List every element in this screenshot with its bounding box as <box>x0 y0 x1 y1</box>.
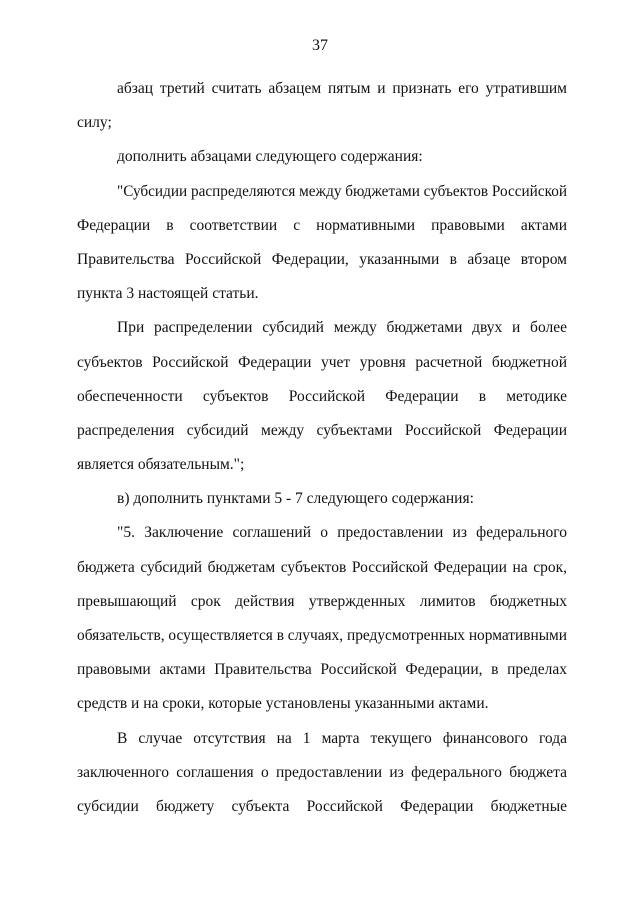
text-line: субсидии бюджету субъекта Российской Федерации бюджетные <box>77 797 567 815</box>
text-line: силу; <box>77 114 112 132</box>
text-line: распределения субсидий между субъектами Российской Федерации <box>77 421 567 439</box>
page-number: 37 <box>312 37 328 54</box>
text-line: средств и на сроки, которые установлены указанными актами. <box>77 695 489 713</box>
text-line: правовыми актами Правительства Российской Федерации, в пределах <box>77 661 567 679</box>
text-line: заключенного соглашения о предоставлении из федерального бюджета <box>77 763 567 781</box>
text-line: дополнить абзацами следующего содержания: <box>117 148 423 166</box>
text-line: "Субсидии распределяются между бюджетами субъектов Российской <box>117 182 567 200</box>
text-line: Правительства Российской Федерации, указанными в абзаце втором <box>77 250 567 268</box>
document-body <box>77 72 567 824</box>
text-line: "5. Заключение соглашений о предоставлении из федерального <box>117 524 567 542</box>
text-line: В случае отсутствия на 1 марта текущего финансового года <box>117 729 567 747</box>
text-line: является обязательным."; <box>77 456 245 474</box>
text-line: абзац третий считать абзацем пятым и признать его утратившим <box>117 80 567 97</box>
text-line: в) дополнить пунктами 5 - 7 следующего содержания: <box>117 490 474 508</box>
text-line: превышающий срок действия утвержденных лимитов бюджетных <box>77 592 567 610</box>
text-line: обязательств, осуществляется в случаях, предусмотренных нормативными <box>77 627 567 644</box>
text-line: субъектов Российской Федерации учет уровня расчетной бюджетной <box>77 353 567 371</box>
text-line: бюджета субсидий бюджетам субъектов Российской Федерации на срок, <box>77 558 567 576</box>
text-line: При распределении субсидий между бюджетами двух и более <box>117 319 567 337</box>
text-line: обеспеченности субъектов Российской Федерации в методике <box>77 387 567 405</box>
text-line: Федерации в соответствии с нормативными правовыми актами <box>77 216 567 234</box>
text-line: пункта 3 настоящей статьи. <box>77 285 259 303</box>
